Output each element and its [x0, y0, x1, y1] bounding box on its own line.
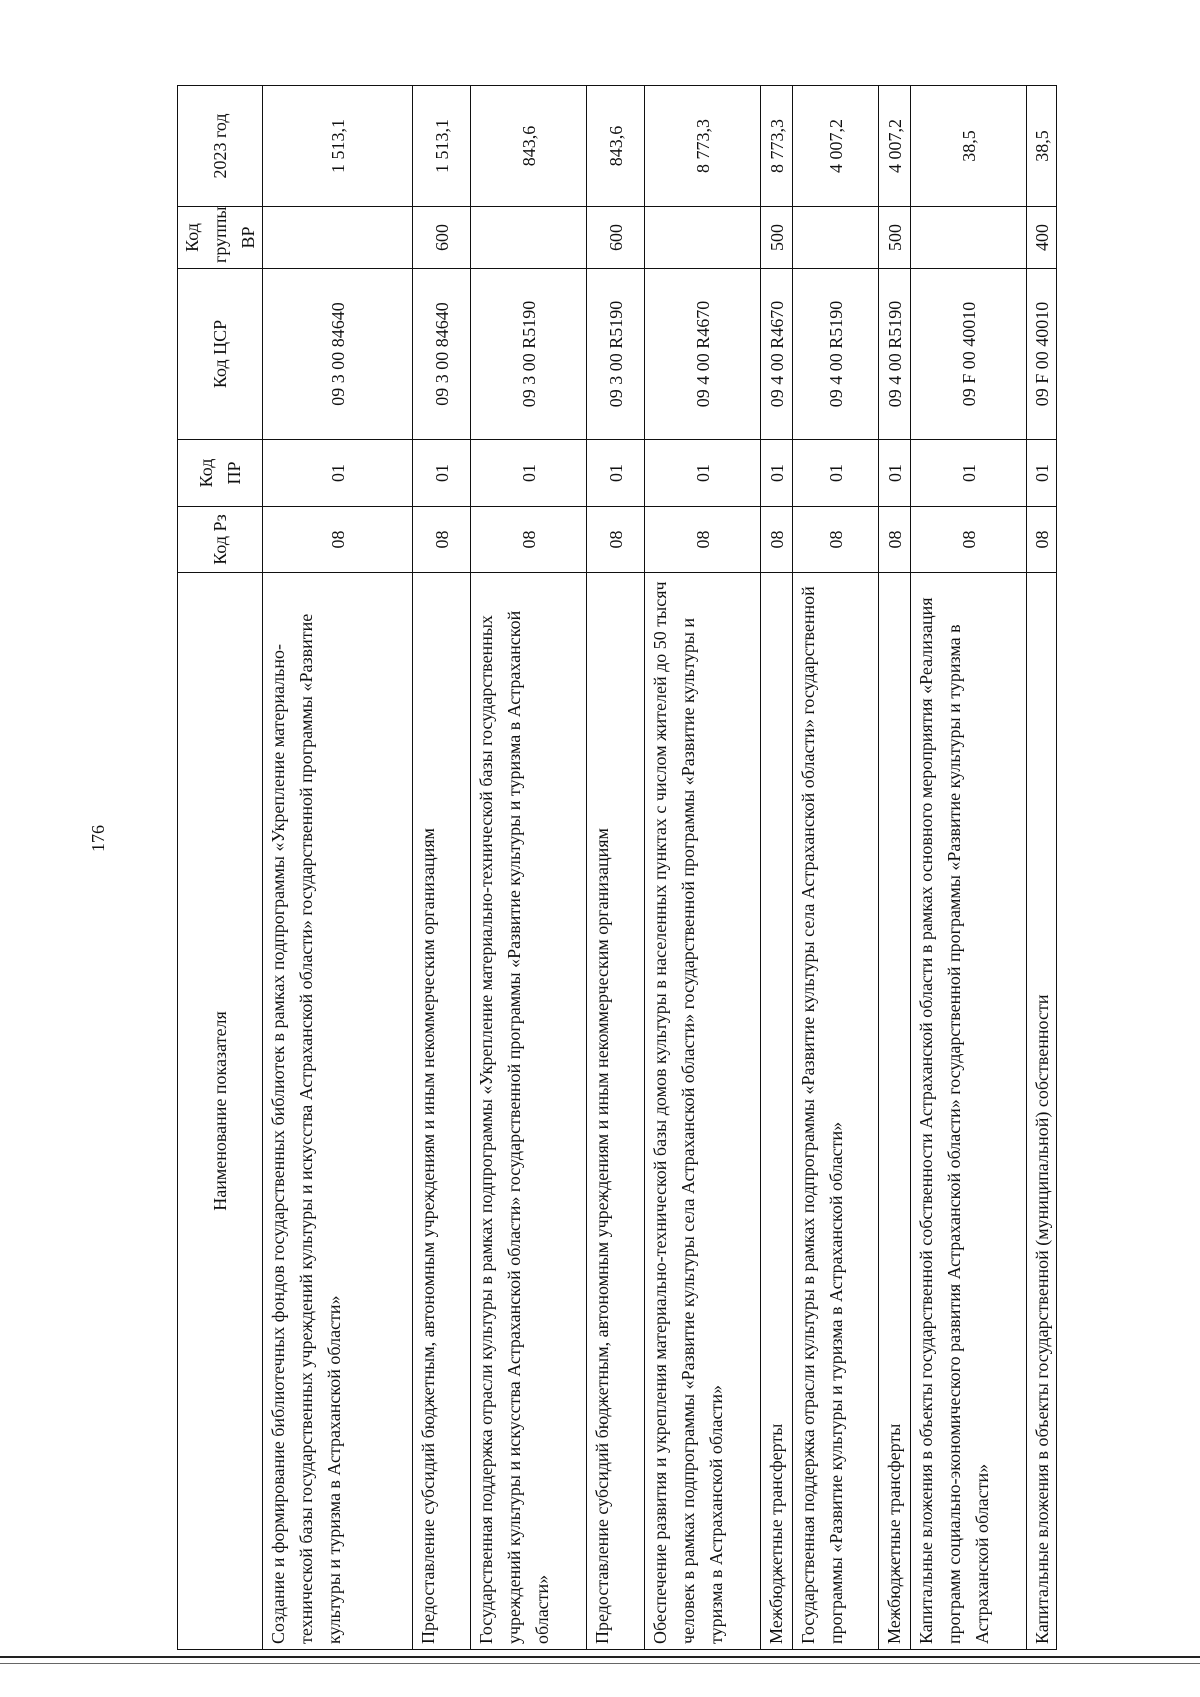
- row-pr: 01: [263, 440, 413, 507]
- table-header-row: [178, 86, 263, 1650]
- row-pr: 01: [645, 440, 761, 507]
- row-name: Капитальные вложения в объекты государственной (муниципальной) собственности: [1027, 573, 1057, 1650]
- row-vr: [793, 207, 879, 269]
- row-pr: 01: [879, 440, 911, 507]
- row-name: Капитальные вложения в объекты государственной собственности Астраханской области в рамках основного мероприятия «Реализация программ социально-экономического развития Астраханской области» государственной программы «Развитие культуры и туризма в Астраханской области»: [911, 573, 1027, 1650]
- row-csr: 09 F 00 40010: [1027, 269, 1057, 440]
- row-name: Предоставление субсидий бюджетным, автономным учреждениям и иным некоммерческим организациям: [587, 573, 645, 1650]
- row-rz: 08: [587, 507, 645, 573]
- row-rz: 08: [761, 507, 793, 573]
- header-pr: Код ПР: [178, 440, 263, 507]
- header-name: Наименование показателя: [178, 573, 263, 1650]
- row-csr: 09 4 00 R4670: [645, 269, 761, 440]
- row-pr: 01: [911, 440, 1027, 507]
- row-rz: 08: [911, 507, 1027, 573]
- table-row: [761, 86, 793, 1650]
- scan-edge-line: [0, 1656, 1200, 1658]
- header-csr: Код ЦСР: [178, 269, 263, 440]
- row-vr: 600: [587, 207, 645, 269]
- row-value: 38,5: [911, 86, 1027, 207]
- row-name: Обеспечение развития и укрепления материально-технической базы домов культуры в населенных пунктах с числом жителей до 50 тысяч человек в рамках подпрограммы «Развитие культуры села Астраханской области» государственной программы «Развитие культуры и туризма в Астраханской области»: [645, 573, 761, 1650]
- row-csr: 09 4 00 R4670: [761, 269, 793, 440]
- row-vr: 400: [1027, 207, 1057, 269]
- row-rz: 08: [1027, 507, 1057, 573]
- row-pr: 01: [587, 440, 645, 507]
- table-row: [587, 86, 645, 1650]
- row-rz: 08: [263, 507, 413, 573]
- row-csr: 09 F 00 40010: [911, 269, 1027, 440]
- row-value: 38,5: [1027, 86, 1057, 207]
- budget-table: [177, 85, 1057, 1650]
- row-value: 1 513,1: [263, 86, 413, 207]
- budget-table-rotated: [177, 86, 1053, 1650]
- header-year: 2023 год: [178, 86, 263, 207]
- row-pr: 01: [793, 440, 879, 507]
- row-name: Предоставление субсидий бюджетным, автономным учреждениям и иным некоммерческим организациям: [413, 573, 471, 1650]
- row-csr: 09 4 00 R5190: [793, 269, 879, 440]
- row-pr: 01: [1027, 440, 1057, 507]
- row-value: 4 007,2: [793, 86, 879, 207]
- row-pr: 01: [471, 440, 587, 507]
- row-vr: [911, 207, 1027, 269]
- row-value: 843,6: [587, 86, 645, 207]
- table-row: [911, 86, 1027, 1650]
- row-csr: 09 4 00 R5190: [879, 269, 911, 440]
- row-value: 4 007,2: [879, 86, 911, 207]
- row-csr: 09 3 00 84640: [413, 269, 471, 440]
- row-rz: 08: [413, 507, 471, 573]
- row-csr: 09 3 00 84640: [263, 269, 413, 440]
- table-row: [793, 86, 879, 1650]
- row-vr: 600: [413, 207, 471, 269]
- row-name: Межбюджетные трансферты: [761, 573, 793, 1650]
- row-rz: 08: [645, 507, 761, 573]
- row-csr: 09 3 00 R5190: [587, 269, 645, 440]
- row-vr: 500: [879, 207, 911, 269]
- row-csr: 09 3 00 R5190: [471, 269, 587, 440]
- table-row: [471, 86, 587, 1650]
- row-pr: 01: [761, 440, 793, 507]
- table-row: [263, 86, 413, 1650]
- row-vr: 500: [761, 207, 793, 269]
- row-value: 8 773,3: [761, 86, 793, 207]
- row-value: 843,6: [471, 86, 587, 207]
- table-row: [879, 86, 911, 1650]
- row-vr: [263, 207, 413, 269]
- table-row: [413, 86, 471, 1650]
- row-value: 8 773,3: [645, 86, 761, 207]
- table-row: [1027, 86, 1057, 1650]
- row-rz: 08: [879, 507, 911, 573]
- header-rz: Код Рз: [178, 507, 263, 573]
- row-pr: 01: [413, 440, 471, 507]
- row-value: 1 513,1: [413, 86, 471, 207]
- row-name: Межбюджетные трансферты: [879, 573, 911, 1650]
- row-name: Создание и формирование библиотечных фондов государственных библиотек в рамках подпрограммы «Укрепление материально-технической базы государственных учреждений культуры и искусства Астраханской области» государственной программы «Развитие культуры и туризма в Астраханской области»: [263, 573, 413, 1650]
- scan-edge-line-secondary: [0, 1663, 1200, 1664]
- row-rz: 08: [471, 507, 587, 573]
- row-name: Государственная поддержка отрасли культуры в рамках подпрограммы «Развитие культуры села Астраханской области» государственной программы «Развитие культуры и туризма в Астраханской области»: [793, 573, 879, 1650]
- row-name: Государственная поддержка отрасли культуры в рамках подпрограммы «Укрепление материально-технической базы государственных учреждений культуры и искусства Астраханской области» государственной программы «Развитие культуры и туризма в Астраханской области»: [471, 573, 587, 1650]
- row-rz: 08: [793, 507, 879, 573]
- row-vr: [645, 207, 761, 269]
- page-number: 176: [88, 825, 108, 852]
- row-vr: [471, 207, 587, 269]
- header-vr: Код группы ВР: [178, 207, 263, 269]
- table-row: [645, 86, 761, 1650]
